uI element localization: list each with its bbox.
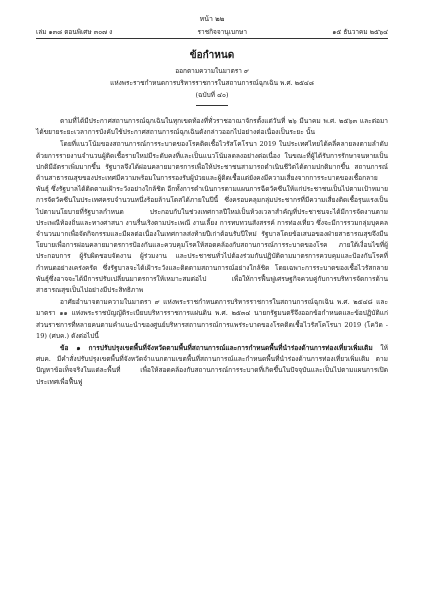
document-body bbox=[36, 116, 388, 389]
subtitle-authority: ออกตามความในมาตรา ๙ bbox=[175, 67, 249, 75]
publication-date: ๑๕ ธันวาคม ๒๕๖๔ bbox=[332, 28, 388, 36]
paragraph-preamble: ตามที่ได้มีประกาศสถานการณ์ฉุกเฉินในทุกเขตท้องที่ทั่วราชอาณาจักรตั้งแต่วันที่ ๒๖ มีนาคม พ.ศ. ๒๕๖๓ และต่อมาได้ขยายระยะเวลาการบังคับใช้ประกาศสถานการณ์ฉุกเฉินดังกล่าวออกไปอย่างต่อเนื่องเป็นระยะ นั้น bbox=[36, 117, 388, 137]
title-divider bbox=[196, 105, 228, 106]
subtitle-act: แห่งพระราชกำหนดการบริหารราชการในสถานการณ์ฉุกเฉิน พ.ศ. ๒๕๔๘ bbox=[110, 79, 314, 87]
header-divider bbox=[36, 38, 388, 39]
gazette-header bbox=[36, 27, 388, 37]
subtitle-issue: (ฉบับที่ ๔๐) bbox=[195, 91, 229, 99]
volume-info: เล่ม ๑๓๘ ตอนพิเศษ ๓๐๗ ง bbox=[36, 28, 113, 36]
gazette-name: ราชกิจจานุเบกษา bbox=[197, 28, 247, 36]
paragraph-rationale: โดยที่แนวโน้มของสถานการณ์การระบาดของโรคติดเชื้อไวรัสโคโรนา 2019 ในประเทศไทยได้คลี่คลายลงตามลำดับ ด้วยการรายงานจำนวนผู้ติดเชื้อรายใหม่มีระดับคงที่และเป็นแนวโน้มลดลงอย่างต่อเนื่อง ในขณะที่ผู้ได้รับการรักษาจนหายเป็นปกติมีอัตราเพิ่มมากขึ้น รัฐบาลจึงได้ผ่อนคลายมาตรการเพื่อให้ประชาชนสามารถดำเนินชีวิตได้ตามปกติมากขึ้น สถานการณ์ด้านสาธารณสุขของประเทศมีความพร้อมในการรองรับผู้ป่วยและผู้ติดเชื้อแต่ยังคงมีความเสี่ยงจากการระบาดของเชื้อกลายพันธุ์ ซึ่งรัฐบาลได้ติดตามเฝ้าระวังอย่างใกล้ชิด อีกทั้งการดำเนินการตามแผนการฉีดวัคซีนให้แก่ประชาชนเป็นไปตามเป้าหมาย การจัดวัคซีนในประเทศครบจำนวนหนึ่งร้อยล้านโดสได้ภายในปีนี้ ซึ่งครอบคลุมกลุ่มประชากรที่มีความเสี่ยงติดเชื้อรุนแรงเป็นไปตามนโยบายที่รัฐบาลกำหนด ประกอบกับในช่วงเทศกาลปีใหม่เป็นห้วงเวลาสำคัญที่ประชาชนจะได้มีการจัดงานตามประเพณีท้องถิ่นและทางศาสนา งานรื่นเริงตามประเพณี งานเลี้ยง การทบทวนสังสรรค์ การท่องเที่ยว ซึ่งจะมีการรวมกลุ่มบุคคลจำนวนมากเพื่อจัดกิจกรรมและมีผลต่อเนื่องในเทศกาลส่งท้ายปีเก่าต้อนรับปีใหม่ รัฐบาลโดยข้อเสนอของฝ่ายสาธารณสุขจึงมีนโยบายเพื่อการผ่อนคลายมาตรการป้องกันและควบคุมโรคให้สอดคล้องกับสถานการณ์การระบาดของโรค ภายใต้เงื่อนไขที่ผู้ประกอบการ ผู้รับผิดชอบจัดงาน ผู้ร่วมงาน และประชาชนทั่วไปต้องร่วมกันปฏิบัติตามมาตรการควบคุมและป้องกันโรคที่กำหนดอย่างเคร่งครัด ซึ่งรัฐบาลจะได้เฝ้าระวังและติดตามสถานการณ์อย่างใกล้ชิด โดยเฉพาะการระบาดของเชื้อไวรัสกลายพันธุ์ซึ่งอาจจะได้มีการปรับเปลี่ยนมาตรการให้เหมาะสมต่อไป เพื่อให้การฟื้นฟูเศรษฐกิจควบคู่กับการบริหารจัดการด้านสาธารณสุขเป็นไปอย่างมีประสิทธิภาพ bbox=[36, 140, 388, 295]
paragraph-authority: อาศัยอำนาจตามความในมาตรา ๙ แห่งพระราชกำหนดการบริหารราชการในสถานการณ์ฉุกเฉิน พ.ศ. ๒๕๔๘ และมาตรา ๑๑ แห่งพระราชบัญญัติระเบียบบริหารราชการแผ่นดิน พ.ศ. ๒๕๓๔ นายกรัฐมนตรีจึงออกข้อกำหนดและข้อปฏิบัติแก่ส่วนราชการที่หลายคนตามคำแนะนำของศูนย์บริหารสถานการณ์การแพร่ระบาดของโรคติดเชื้อไวรัสโคโรนา 2019 (โควิด - 19) (ศบค.) ดังต่อไปนี้ bbox=[36, 298, 388, 340]
page-number: หน้า ๒๒ bbox=[199, 15, 225, 23]
clause-1 bbox=[36, 343, 388, 388]
clause-1-text: ให้ ศบค. มีคำสั่งปรับปรุงเขตพื้นที่จังหวัดจำแนกตามเขตพื้นที่สถานการณ์และกำหนดพื้นที่นำร่องด้านการท่องเที่ยวเพิ่มเติม ตามปัญหาข้อเท็จจริงในแต่ละพื้นที่ เพื่อให้สอดคล้องกับสถานการณ์การระบาดที่เกิดขึ้นในปัจจุบันและเป็นไปตามแผนการเปิดประเทศเพื่อฟื้นฟู bbox=[36, 344, 388, 386]
document-title: ข้อกำหนด bbox=[189, 50, 235, 61]
clause-1-heading: ข้อ ๑ การปรับปรุงเขตพื้นที่จังหวัดตามพื้นที่สถานการณ์และการกำหนดพื้นที่นำร่องด้านการท่องเที่ยวเพิ่มเติม bbox=[60, 344, 373, 353]
